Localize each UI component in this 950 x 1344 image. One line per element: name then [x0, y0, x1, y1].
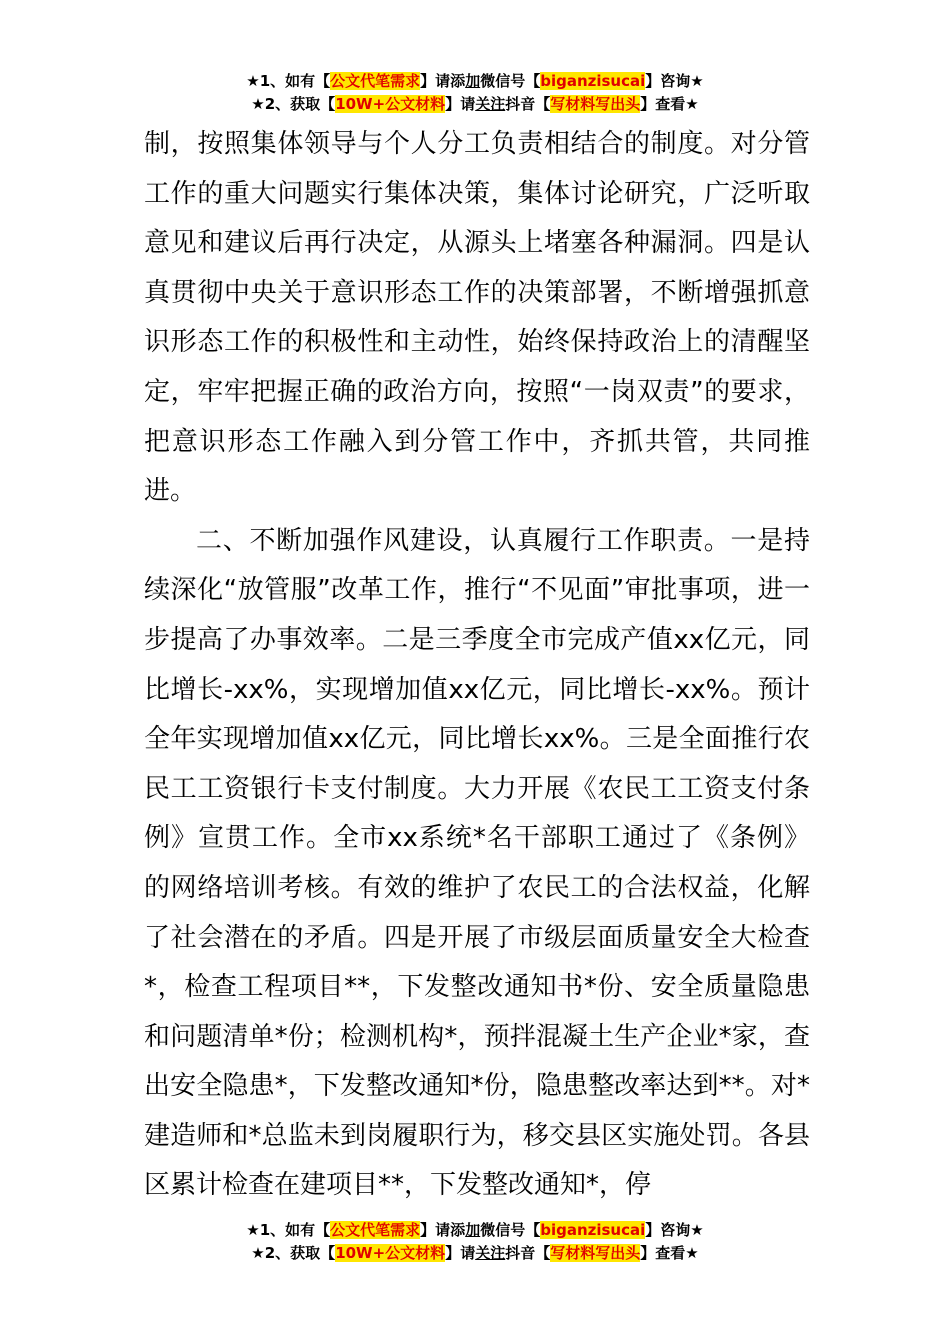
highlight-wechat-id: biganzisucai	[540, 72, 646, 90]
paragraph-1: 制，按照集体领导与个人分工负责相结合的制度。对分管工作的重大问题实行集体决策，集体讨论研究，广泛听取意见和建议后再行决定，从源头上堵塞各种漏洞。四是认真贯彻中央关于意识形态工作的决策部署，不断增强抓意识形态工作的积极性和主动性，始终保持政治上的清醒坚定，牢牢把握正确的政治方向，按照“一岗双责”的要求，把意识形态工作融入到分管工作中，齐抓共管，共同推进。	[144, 129, 810, 507]
highlight-wechat-id: biganzisucai	[540, 1221, 646, 1239]
highlight-service: 公文代笔需求	[330, 1221, 421, 1239]
highlight-materials: 10W+公文材料	[335, 95, 446, 113]
document-body	[144, 120, 810, 1211]
highlight-douyin: 写材料写出头	[550, 1244, 641, 1262]
header-banner	[0, 70, 950, 116]
banner-line-1: ★1、如有【公文代笔需求】请添加微信号【biganzisucai】咨询★	[246, 1221, 704, 1239]
banner-line-2: ★2、获取【10W+公文材料】请关注抖音【写材料写出头】查看★	[251, 95, 699, 113]
banner-line-1: ★1、如有【公文代笔需求】请添加微信号【biganzisucai】咨询★	[246, 72, 704, 90]
highlight-douyin: 写材料写出头	[550, 95, 641, 113]
paragraph-2: 二、不断加强作风建设，认真履行工作职责。一是持续深化“放管服”改革工作，推行“不见面”审批事项，进一步提高了办事效率。二是三季度全市完成产值xx亿元，同比增长-xx%，实现增加值xx亿元，同比增长-xx%。预计全年实现增加值xx亿元，同比增长xx%。三是全面推行农民工工资银行卡支付制度。大力开展《农民工工资支付条例》宣贯工作。全市xx系统*名干部职工通过了《条例》的网络培训考核。有效的维护了农民工的合法权益，化解了社会潜在的矛盾。四是开展了市级层面质量安全大检查*，检查工程项目**，下发整改通知书*份、安全质量隐患和问题清单*份；检测机构*，预拌混凝土生产企业*家，查出安全隐患*，下发整改通知*份，隐患整改率达到**。对*建造师和*总监未到岗履职行为，移交县区实施处罚。各县区累计检查在建项目**，下发整改通知*，停	[144, 525, 810, 1201]
banner-line-2: ★2、获取【10W+公文材料】请关注抖音【写材料写出头】查看★	[251, 1244, 699, 1262]
footer-banner	[0, 1219, 950, 1265]
highlight-materials: 10W+公文材料	[335, 1244, 446, 1262]
highlight-service: 公文代笔需求	[330, 72, 421, 90]
